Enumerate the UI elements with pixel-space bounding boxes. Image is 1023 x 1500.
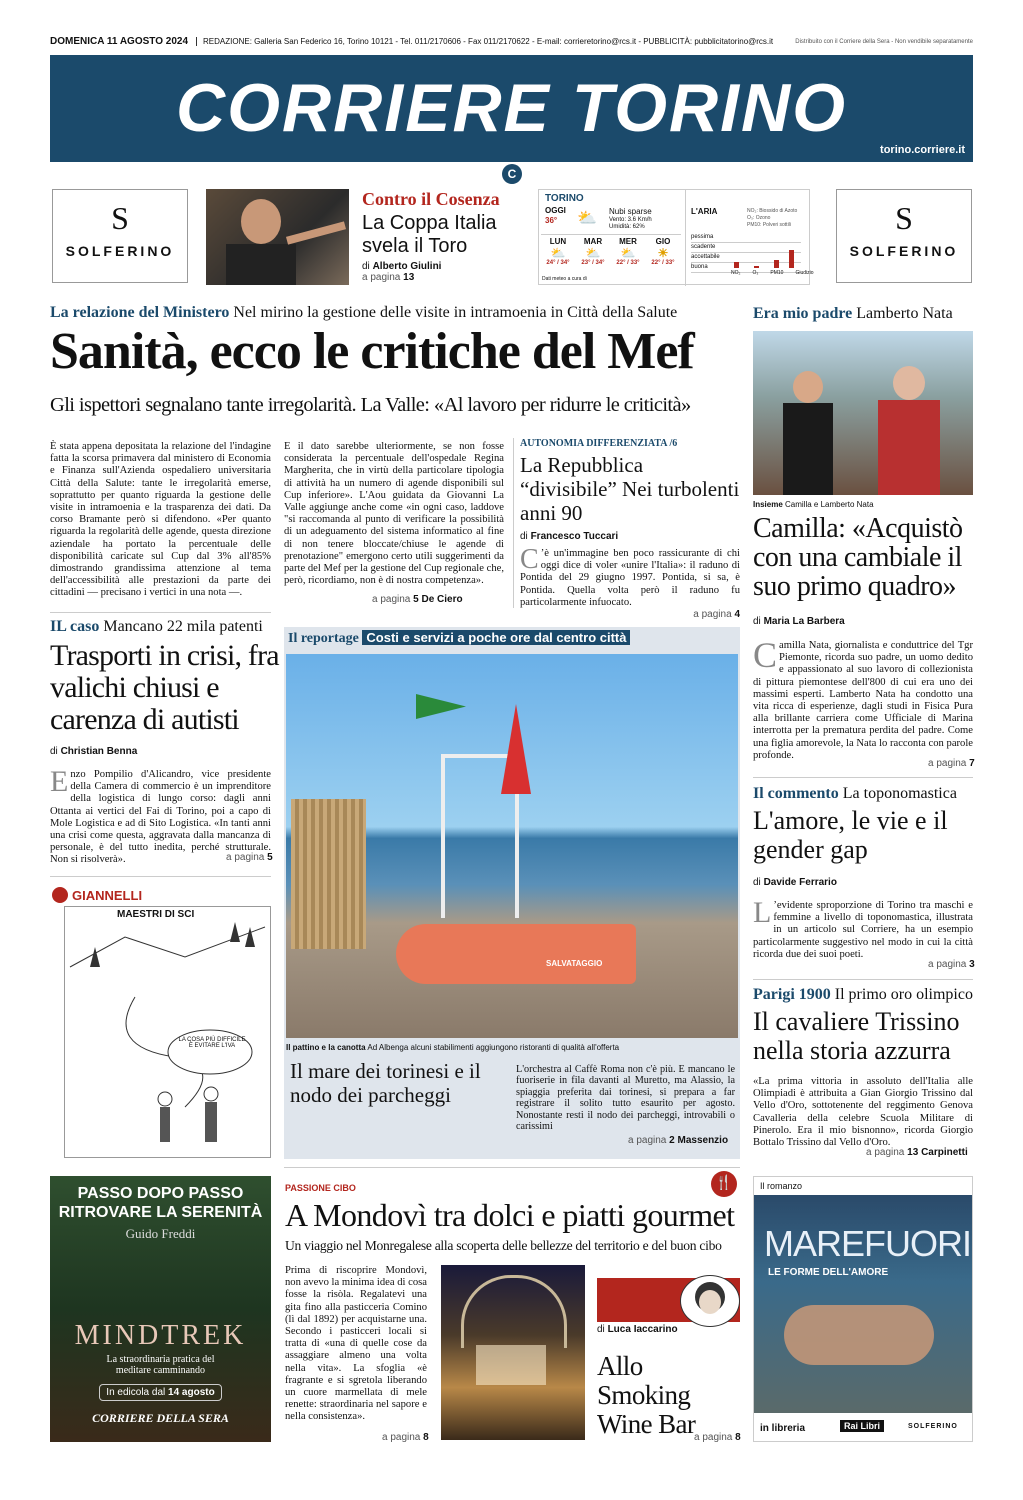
nata-page-ref[interactable]: a pagina 7 (928, 758, 975, 769)
smoking-author: Luca Iaccarino (607, 1324, 678, 1335)
partly-cloudy-icon: ⛅ (577, 210, 597, 227)
issue-date: DOMENICA 11 AGOSTO 2024 (50, 36, 189, 47)
reportage-kicker-rest: Costi e servizi a poche ore dal centro città (362, 630, 630, 645)
dropcap: C (753, 635, 778, 675)
air-bar-no2 (734, 262, 739, 268)
lead-page-ref[interactable]: a pagina 5 De Ciero (372, 594, 463, 605)
marefuori-ad[interactable] (753, 1176, 973, 1442)
parigi-kicker-line (753, 986, 978, 1004)
lead-kicker-line (50, 304, 740, 322)
forecast-day: MAR ⛅ 23° / 34° (581, 237, 605, 266)
trasporti-text: Enzo Pompilio d'Alicandro, vice presidente della Camera di commercio è un imprenditore della logistica di lungo corso: dagli anni Ottanta ai vertici del Fai di Torino, poi a capo di Mole Logistica e ad di Sito Logistica. «In tanti anni una crisi come questa, aggravata dalla mancanza di personale, è del tutto inedita, perché strutturale. Non si risolverà». (50, 765, 271, 866)
solferino-ad-right[interactable] (836, 189, 972, 283)
lead-col-1: È stata appena depositata la relazione del l'indagine fatta la scorsa primavera dal ministero di Economia e Finanza sull'Azienda ospedaliero universitaria Città della Salute: tante le irregolarità emerse, soprattutto per quanto riguarda la gestione delle visite in intramoenia e la trasparenza dei dati. Da corso Bramante però si difendono. «Per quanto riguarda la regolarità delle agende, questa direzione aziendale ha portato la percentuale delle disponibilità caricate sul Cup dal 3% all'85% dimostrando grandissima attenzione al tema dell'accessibilità alle prestazioni da parte dei cittadini — precisano i vertici in una nota —. (50, 441, 271, 599)
top-info-bar (50, 36, 973, 47)
cartoon-drawing (65, 907, 270, 1157)
nata-headline[interactable]: Camilla: «Acquistò con una cambiale il suo primo quadro» (753, 513, 963, 602)
parigi-headline[interactable]: Il cavaliere Trissino nella storia azzurra (753, 1007, 960, 1065)
ad-line-2: RITROVARE LA SERENITÀ (58, 1204, 263, 1221)
coach-photo (206, 189, 349, 285)
restaurant-photo (441, 1265, 585, 1440)
beach-photo (286, 654, 738, 1038)
solferino-small-logo: SOLFERINO (908, 1423, 958, 1430)
reportage-kicker: Il reportage (288, 631, 359, 646)
commento-kicker: Il commento (753, 785, 839, 802)
today-desc: Nubi sparse (609, 207, 652, 216)
solferino-logo-icon: S (895, 200, 913, 236)
weather-box (538, 189, 814, 285)
lead-col-2: E il dato sarebbe ulteriormente, se non fosse considerata la percentuale dell'ospedale Regina Margherita, che in virtù della particolare tipologia di attività ha un numero di agende disponibili sul Cup inferiore». L'Aou guidata da Giovanni La Valle aggiunge anche come «in ogni caso, laddove "si raccomanda al punto di verificare la possibilità di un adeguamento del sistema informatico al fine di non tenere bloccate/chiuse le agende di prenotazione" emergono certo utili suggerimenti da parte del Mef per la gestione del Cup regionale che, però, ricordiamo, non è di nostra competenza». (284, 441, 504, 587)
autonomia-kicker: AUTONOMIA DIFFERENZIATA /6 (520, 438, 678, 449)
reportage-kicker-line (288, 630, 630, 647)
solferino-ad-left[interactable] (52, 189, 188, 283)
air-axis: NO₂ O₃ PM10 Giudizio (731, 270, 814, 276)
commento-author: Davide Ferrario (763, 877, 837, 888)
commento-kicker-line (753, 785, 975, 803)
rai-libri-logo: Rai Libri (840, 1420, 884, 1432)
solferino-logo-icon: S (111, 200, 129, 236)
nata-kicker-line (753, 305, 973, 323)
commento-text: L ’evidente sproporzione di Torino tra maschi e femmine a livello di toponomastica, illustrata in un articolo sul Corriere, ha un esempio particolarmente suggestivo nel modo in cui la città ricorda due dei suoi poeti. (753, 896, 973, 960)
trasporti-kicker-rest: Mancano 22 mila patenti (103, 618, 263, 635)
trasporti-headline[interactable]: Trasporti in crisi, fra valichi chiusi e carenza di autisti (50, 639, 279, 736)
nata-photo (753, 331, 973, 495)
nata-kicker-rest: Lamberto Nata (856, 305, 953, 322)
distribution-note: Distribuito con il Corriere della Sera - Non vendibile separatamente (795, 38, 973, 45)
weather-source: Dati meteo a cura di (542, 276, 587, 282)
ad-image (754, 1195, 972, 1413)
cibo-text: Prima di riscoprire Mondovì, non avevo la minima idea di cosa fosse la risòla. Regalatevi una gita fino alla pasticceria Comino (lì dal 1892) per acquistarne una. Secondo i pasticceri locali si tratta di «una di quelle cose da assaggiare almeno una volta nella vita». La sfoglia «è fragrante e si sgretola liberando un cuore marmellata di mele renette: straordinaria nel sapore e nella consistenza». (285, 1265, 427, 1423)
ad-line-1: PASSO DOPO PASSO (77, 1185, 244, 1202)
air-legend: NO₂: Biossido di Azoto O₃: Ozono PM10: Polveri sottili (747, 208, 798, 228)
promo-toro[interactable] (362, 189, 522, 283)
autonomia-text: ’è un'immagine ben poco rassicurante di chi oggi dice di voler «unire l'Italia»: il raduno di Pontida del 29 giugno 1997. Pontida, si sa, è Pontida. Quella volta però il raduno fu particolarmente infuocato. (520, 548, 740, 608)
page-prefix: a pagina (362, 272, 401, 283)
smoking-page-ref[interactable]: a pagina 8 (694, 1432, 741, 1443)
promo-headline[interactable]: La Coppa Italia svela il Toro (362, 212, 497, 257)
ad-tag: Il romanzo (760, 1181, 803, 1191)
cartoon-title: MAESTRI DI SCI (117, 909, 195, 920)
ad-sub: La straordinaria pratica del meditare camminando (106, 1354, 215, 1376)
dropcap: C (520, 544, 539, 575)
air-levels: pessima scadente accettabile buona (691, 233, 801, 273)
commento-kicker-rest: La toponomastica (842, 785, 957, 802)
parigi-kicker: Parigi 1900 (753, 986, 831, 1003)
lead-subhead: Gli ispettori segnalano tante irregolarità. La Valle: «Al lavoro per ridurre le criticità» (50, 394, 691, 416)
commento-headline[interactable]: L'amore, le vie e il gender gap (753, 806, 948, 864)
giannelli-label: GIANNELLI (72, 888, 143, 903)
boat-label: SALVATAGGIO (546, 959, 603, 968)
commento-page-ref[interactable]: a pagina 3 (928, 959, 975, 970)
reportage-headline[interactable]: Il mare dei torinesi e il nodo dei parcheggi (290, 1059, 481, 1107)
autonomia-headline[interactable]: La Repubblica “divisibile” Nei turbolenti anni 90 (520, 453, 740, 525)
smoking-headline[interactable]: Allo Smoking Wine Bar (597, 1351, 696, 1439)
masthead-url[interactable]: torino.corriere.it (880, 144, 965, 156)
nata-author: Maria La Barbera (763, 616, 845, 627)
air-bar-o3 (754, 266, 759, 268)
trasporti-page-ref[interactable]: a pagina 5 (226, 852, 273, 863)
promo-author: Alberto Giulini (372, 261, 442, 272)
parigi-text: «La prima vittoria in assoluto dell'Italia alle Olimpiadi è attribuita a Gian Giorgio Trissino dal Vello d'Oro, sottotenente del reggimento Genova Cavalleria della celebre Scuola Militare di Pinerolo. Era il mio bisnonno», ricorda Giorgio Bottalo Trissino dal Vello d'Oro. (753, 1076, 973, 1149)
cibo-kicker: PASSIONE CIBO (285, 1183, 356, 1193)
air-bar-pm10 (774, 260, 779, 268)
ad-author: Guido Freddi (125, 1226, 196, 1241)
ad-title: MAREFUORI (764, 1223, 971, 1264)
cibo-page-ref[interactable]: a pagina 8 (382, 1432, 429, 1443)
solferino-wordmark: SOLFERINO (849, 243, 959, 259)
ad-sub: LE FORME DELL'AMORE (768, 1267, 889, 1278)
lead-headline[interactable]: Sanità, ecco le critiche del Mef (50, 323, 694, 380)
page-number: 13 (403, 272, 415, 283)
reportage-caption: Il pattino e la canotta Ad Albenga alcuni stabilimenti aggiungono ristoranti di qualità all'offerta (286, 1043, 620, 1052)
humidity: Umidità: 62% (609, 224, 645, 230)
wind: Vento: 3.6 Km/h (609, 217, 652, 223)
forecast-day: GIO ☀ 22° / 33° (651, 237, 675, 266)
reportage-text: L'orchestra al Caffè Roma non c'è più. E mancano le fuoriserie in fila davanti al Muretto, ma Alassio, la spiaggia preferita dai torinesi, si prepara a far registrare il solito tutto esaurito per agosto. Nonostante resti il nodo dei parcheggi, introvabili o carissimi (516, 1064, 735, 1133)
forecast-day: LUN ⛅ 24° / 34° (546, 237, 570, 266)
autonomia-author: Francesco Tuccari (530, 531, 619, 542)
contacts: REDAZIONE: Galleria San Federico 16, Torino 10121 - Tel. 011/2170606 - Fax 011/2170622 - E-mail: corrieretorino@rcs.it - PUBBLICITÀ: pubblicitatorino@rcs.it (196, 37, 773, 46)
lead-kicker-rest: Nel mirino la gestione delle visite in intramoenia in Città della Salute (233, 304, 678, 321)
today-temp: 36° (545, 216, 558, 225)
autonomia-article[interactable]: AUTONOMIA DIFFERENZIATA /6 La Repubblica “divisibile” Nei turbolenti anni 90 di Francesco Tuccari C ’è un'immagine ben poco rassicurante di chi oggi dice di voler «unire l'Italia»: il raduno di Pontida del 29 giugno 1997. Pontida, si sa, è Pontida. Quella volta però il raduno fu particolarmente infuocato. a pagina 4 (513, 438, 740, 608)
trasporti-kicker-line (50, 618, 275, 636)
trasporti-author: Christian Benna (60, 746, 138, 757)
mindtrek-ad[interactable] (50, 1176, 271, 1442)
dropcap: L (753, 896, 772, 929)
giannelli-dot-icon (52, 887, 68, 903)
giannelli-cartoon (64, 906, 271, 1158)
cartoon-bubble: LA COSA PIÙ DIFFICILE È EVITARE L'IVA (178, 1037, 246, 1049)
corriere-logo-icon: C (502, 164, 522, 184)
solferino-wordmark: SOLFERINO (65, 243, 175, 259)
today-label: OGGI (545, 206, 566, 215)
dropcap: E (50, 765, 69, 798)
reportage-page-ref[interactable]: a pagina 2 Massenzio (628, 1135, 729, 1146)
ad-edicola: In edicola dal 14 agosto (99, 1384, 221, 1401)
author-portrait (680, 1275, 740, 1327)
parigi-page-ref[interactable]: a pagina 13 Carpinetti (866, 1147, 968, 1158)
nata-text: Camilla Nata, giornalista e conduttrice del Tgr Piemonte, ricorda suo padre, un uomo dedito e appassionato al suo lavoro di collezionista di pittura piemontese dell'800 di cui era uno dei massimi esperti. Lamberto Nata ha condotto una vita ricca di esperienze, dagli studi in Fisica Pura alla brillante carriera come Ufficiale di Marina interrotta per la prematura perdita del padre. Come una figlia amorevole, la Nata lo racconta con parole profonde. (753, 635, 973, 761)
air-title: L'ARIA (691, 207, 718, 216)
ad-bottom: in libreria (760, 1423, 806, 1434)
author-prefix: di (362, 261, 370, 272)
nata-kicker: Era mio padre (753, 305, 853, 322)
ad-title: MINDTREK (74, 1320, 247, 1351)
parigi-kicker-rest: Il primo oro olimpico (834, 986, 973, 1003)
lead-kicker: La relazione del Ministero (50, 304, 230, 321)
masthead[interactable] (50, 55, 973, 162)
food-icon: 🍴 (711, 1171, 737, 1197)
cibo-headline[interactable]: A Mondovì tra dolci e piatti gourmet (285, 1197, 735, 1233)
weather-city: TORINO (545, 193, 584, 204)
promo-kicker: Contro il Cosenza (362, 189, 500, 209)
air-bar-giudizio (789, 250, 794, 268)
cibo-subhead: Un viaggio nel Monregalese alla scoperta delle bellezze del territorio e del buon cibo (285, 1238, 722, 1253)
nata-caption: Insieme Camilla e Lamberto Nata (753, 500, 874, 509)
forecast-day: MER ⛅ 22° / 33° (616, 237, 640, 266)
trasporti-kicker: IL caso (50, 618, 100, 635)
ad-brand: CORRIERE DELLA SERA (92, 1411, 229, 1425)
masthead-title: CORRIERE TORINO (175, 70, 848, 146)
